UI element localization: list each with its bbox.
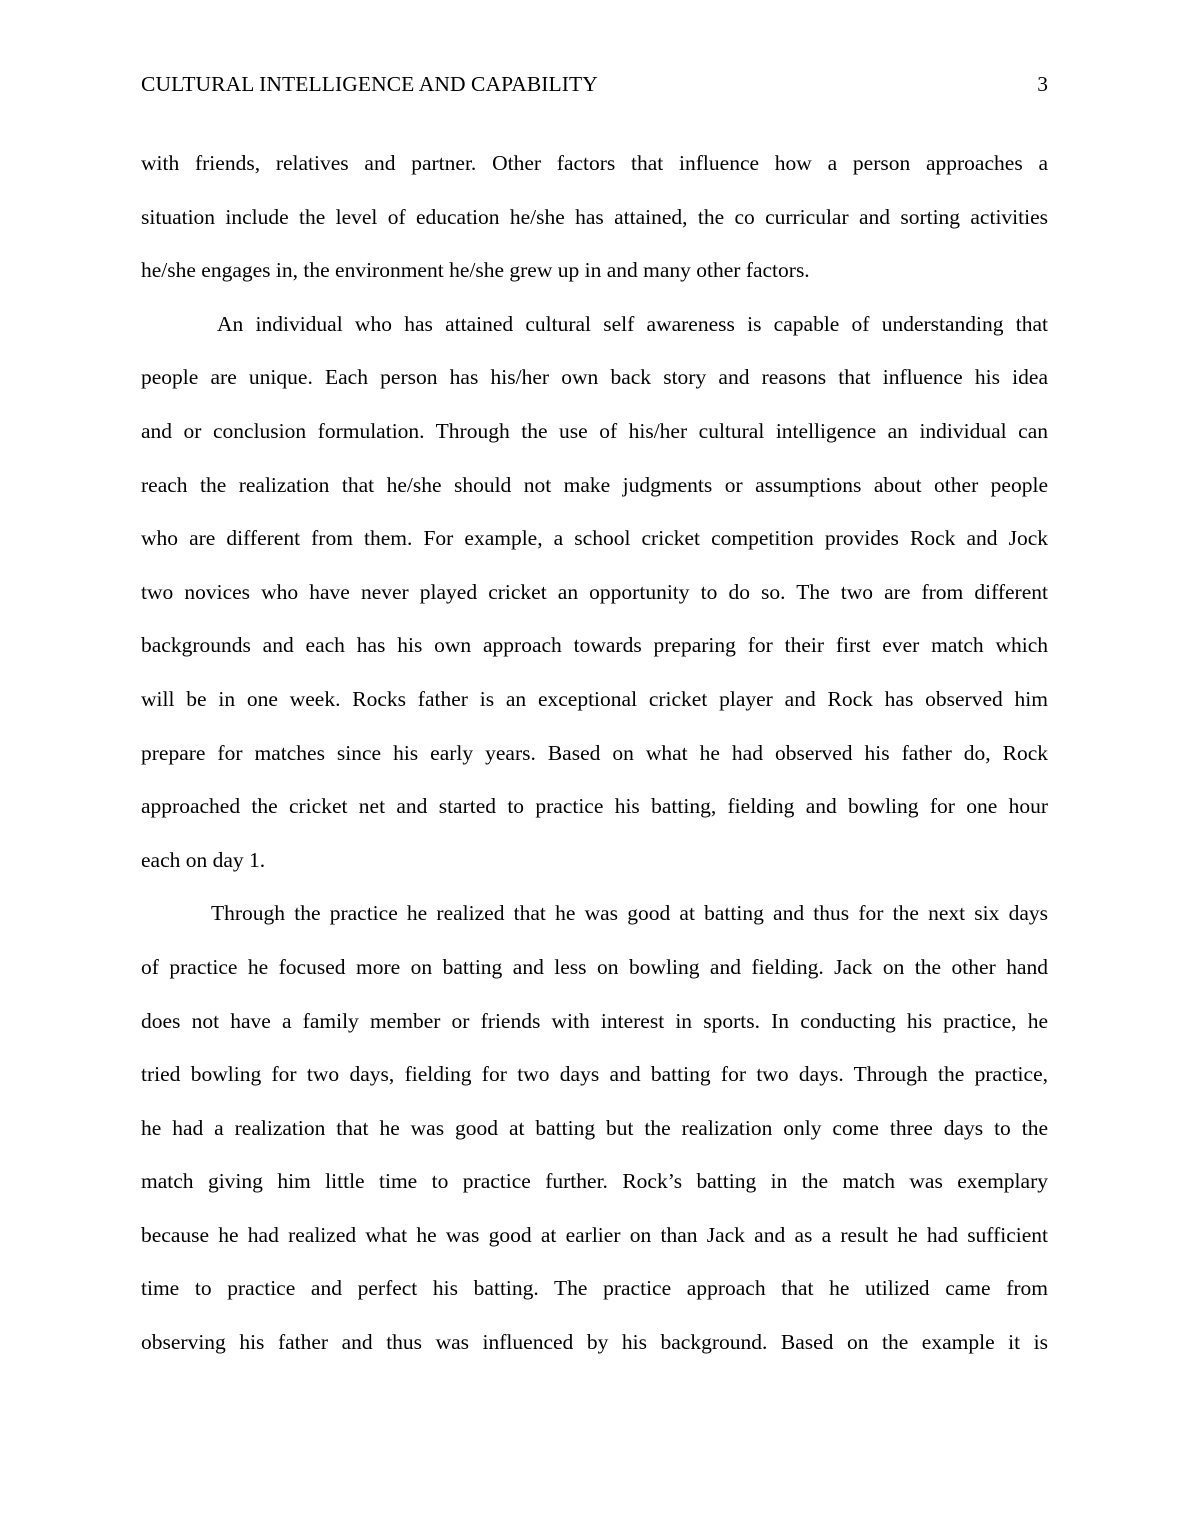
text-line: time to practice and perfect his batting. The practice approach that he utilized came from <box>141 1276 1048 1301</box>
text-line: he/she engages in, the environment he/she grew up in and many other factors. <box>141 258 810 283</box>
text-line: tried bowling for two days, fielding for two days and batting for two days. Through the practice, <box>141 1062 1048 1087</box>
text-line: prepare for matches since his early years. Based on what he had observed his father do, Rock <box>141 740 1048 765</box>
paragraph <box>141 137 1048 298</box>
text-line: two novices who have never played cricket an opportunity to do so. The two are from different <box>141 579 1048 604</box>
text-line: approached the cricket net and started to practice his batting, fielding and bowling for one hour <box>141 794 1048 819</box>
text-line: people are unique. Each person has his/her own back story and reasons that influence his idea <box>141 365 1048 390</box>
document-body <box>141 137 1048 1370</box>
text-line: and or conclusion formulation. Through the use of his/her cultural intelligence an individual can <box>141 418 1048 443</box>
text-line: reach the realization that he/she should not make judgments or assumptions about other people <box>141 472 1048 497</box>
text-line: with friends, relatives and partner. Other factors that influence how a person approaches a <box>141 151 1048 175</box>
text-line: will be in one week. Rocks father is an exceptional cricket player and Rock has observed him <box>141 686 1048 711</box>
running-head-title: CULTURAL INTELLIGENCE AND CAPABILITY <box>141 72 598 96</box>
text-line: situation include the level of education he/she has attained, the co curricular and sorting activities <box>141 204 1048 229</box>
text-line: because he had realized what he was good at earlier on than Jack and as a result he had sufficient <box>141 1222 1048 1247</box>
page-number: 3 <box>1037 72 1048 96</box>
text-line: each on day 1. <box>141 847 266 872</box>
text-line: observing his father and thus was influenced by his background. Based on the example it is <box>141 1330 1048 1355</box>
text-line: of practice he focused more on batting and less on bowling and fielding. Jack on the other hand <box>141 954 1048 979</box>
text-line: backgrounds and each has his own approach towards preparing for their first ever match which <box>141 633 1048 658</box>
text-line: match giving him little time to practice further. Rock’s batting in the match was exemplary <box>141 1169 1048 1194</box>
text-line: he had a realization that he was good at batting but the realization only come three days to the <box>141 1115 1048 1140</box>
text-line: does not have a family member or friends with interest in sports. In conducting his practice, he <box>141 1008 1048 1033</box>
text-line: who are different from them. For example, a school cricket competition provides Rock and Jock <box>141 526 1048 551</box>
paragraph <box>141 887 1048 1369</box>
paragraph <box>141 298 1048 888</box>
text-line: Through the practice he realized that he was good at batting and thus for the next six days <box>211 901 1048 926</box>
page-header <box>141 70 1048 98</box>
text-line: An individual who has attained cultural self awareness is capable of understanding that <box>217 311 1048 336</box>
